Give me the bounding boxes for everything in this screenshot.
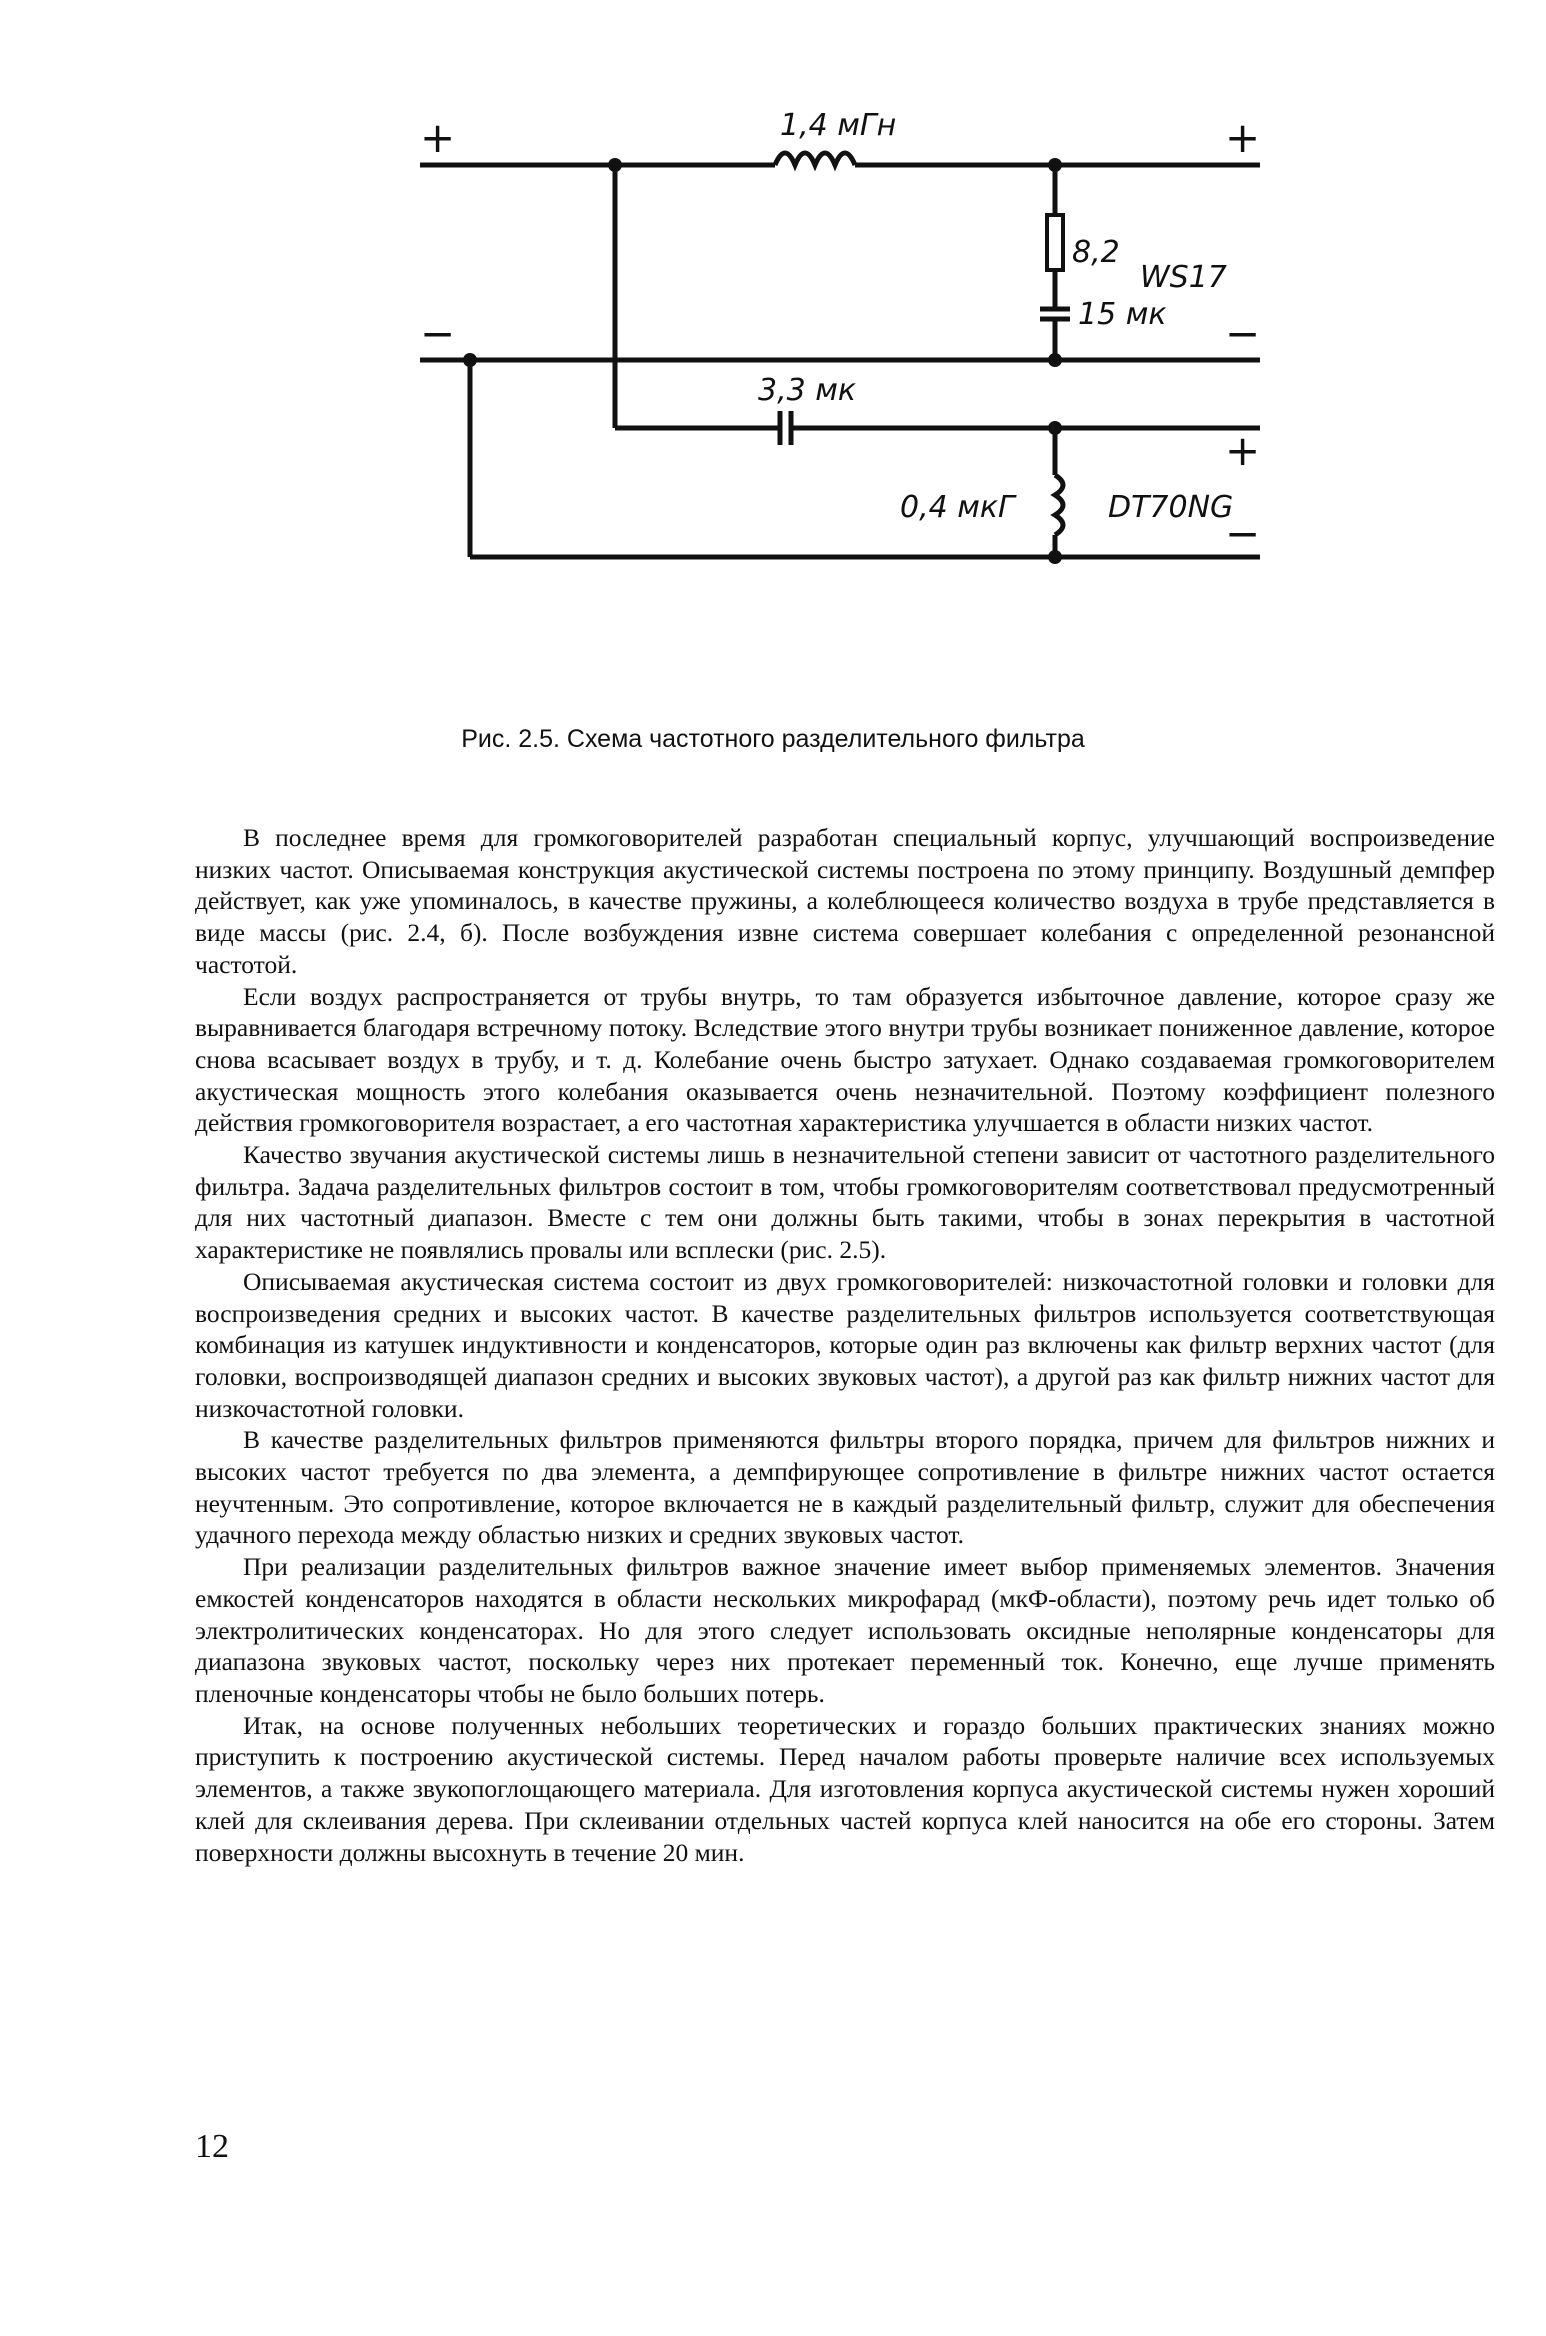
- label-capacitor-shunt: 15 мк: [1078, 297, 1167, 332]
- label-woofer: WS17: [1140, 260, 1227, 295]
- paragraph: В качестве разделительных фильтров применяются фильтры второго порядка, причем для фильтров нижних и высоких частот требуется по два элемента, а демпфирующее сопротивление в фильтре нижних частот остается неучтенным. Это сопротивление, которое включается не в каждый разделительный фильтр, служит для обеспечения удачного перехода между областью низких и средних звуковых частот.: [195, 1425, 1495, 1550]
- label-inductor-bottom: 0,4 мкГ: [900, 490, 1015, 525]
- paragraph: Качество звучания акустической системы лишь в незначительной степени зависит от частотного разделительного фильтра. Задача разделительных фильтров состоит в том, чтобы громкоговорителям соответствовал предусмотренный для них частотный диапазон. Вместе с тем они должны быть такими, чтобы в зонах перекрытия в частотной характеристике не появлялись провалы или всплески (рис. 2.5).: [195, 1140, 1495, 1265]
- paragraph: Итак, на основе полученных небольших теоретических и гораздо больших практических знаниях можно приступить к построению акустической системы. Перед началом работы проверьте наличие всех используемых элементов, а также звукопоглощающего материала. Для изготовления корпуса акустической системы нужен хороший клей для склеивания дерева. При склеивании отдельных частей корпуса клей наносится на обе его стороны. Затем поверхности должны высохнуть в течение 20 мин.: [195, 1710, 1495, 1867]
- label-tweeter: DT70NG: [1108, 490, 1234, 525]
- label-capacitor-series: 3,3 мк: [758, 373, 856, 408]
- paragraph: Если воздух распространяется от трубы внутрь, то там образуется избыточное давление, которое сразу же выравнивается благодаря встречному потоку. Вследствие этого внутри трубы возникает пониженное давление, которое снова всасывает воздух в трубу, и т. д. Колебание очень быстро затухает. Однако создаваемая громкоговорителем акустическая мощность этого колебания оказывается очень незначительной. Поэтому коэффициент полезного действия громкоговорителя возрастает, а его частотная характеристика улучшается в области низких частот.: [195, 981, 1495, 1138]
- paragraph: Описываемая акустическая система состоит из двух громкоговорителей: низкочастотной головки и головки для воспроизведения средних и высоких частот. В качестве разделительных фильтров используется соответствующая комбинация из катушек индуктивности и конденсаторов, которые один раз включены как фильтр верхних частот (для головки, воспроизводящей диапазон средних и высоких звуковых частот), а другой раз как фильтр нижних частот для низкочастотной головки.: [195, 1266, 1495, 1423]
- resistor-symbol: [1047, 215, 1063, 270]
- article-body: [195, 822, 1495, 1868]
- figure-caption: Рис. 2.5. Схема частотного разделительного фильтра: [461, 725, 1085, 753]
- terminal-input-minus: −: [420, 309, 456, 358]
- inductor-0-4-symbol: [1055, 475, 1063, 535]
- terminal-woofer-plus: +: [1225, 113, 1261, 162]
- inductor-1-4mh-symbol: [775, 153, 855, 165]
- terminal-tweeter-minus: −: [1225, 509, 1261, 558]
- terminal-input-plus: +: [420, 113, 456, 162]
- node-bottom-right: [1048, 550, 1062, 564]
- paragraph: При реализации разделительных фильтров важное значение имеет выбор применяемых элементов. Значения емкостей конденсаторов находятся в области нескольких микрофарад (мкФ-области), поэтому речь идет только об электролитических конденсаторах. Но для этого следует использовать оксидные неполярные конденсаторы для диапазона звуковых частот, поскольку через них протекает переменный ток. Конечно, еще лучше применять пленочные конденсаторы чтобы не было больших потерь.: [195, 1552, 1495, 1708]
- label-resistor: 8,2: [1072, 235, 1120, 270]
- crossover-circuit-diagram: [380, 105, 1300, 705]
- terminal-tweeter-plus: +: [1225, 426, 1261, 475]
- paragraph: В последнее время для громкоговорителей разработан специальный корпус, улучшающий воспроизведение низких частот. Описываемая конструкция акустической системы построена по этому принципу. Воздушный демпфер действует, как уже упоминалось, в качестве пружины, а колеблющееся количество воздуха в трубе представляется в виде массы (рис. 2.4, б). После возбуждения извне система совершает колебания с определенной резонансной частотой.: [195, 823, 1495, 979]
- label-inductor-top: 1,4 мГн: [780, 108, 897, 143]
- node-negative-right: [1048, 353, 1062, 367]
- page-number: 12: [195, 2128, 229, 2165]
- terminal-woofer-minus: −: [1225, 309, 1261, 358]
